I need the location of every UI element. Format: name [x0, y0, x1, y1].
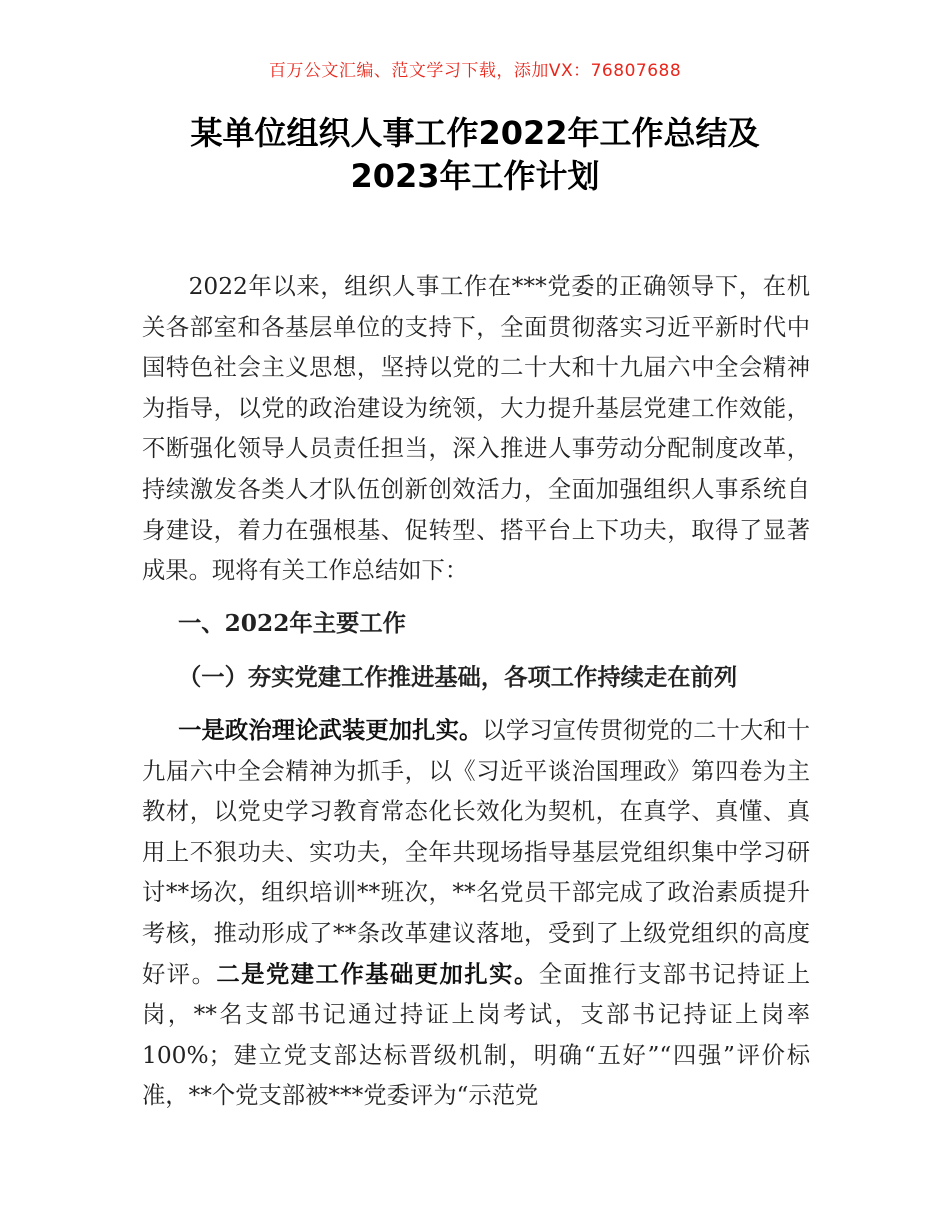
point-two-lead: 二是党建工作基础更加扎实。	[216, 960, 539, 988]
subsection-heading: （一）夯实党建工作推进基础，各项工作持续走在前列	[178, 664, 738, 691]
point-one-lead: 一是政治理论武装更加扎实。	[178, 717, 483, 744]
point-one-text: 以学习宣传贯彻党的二十大和十九届六中全会精神为抓手，以《习近平谈治国理政》第四卷为主教材，以党史学习教育常态化长效化为契机，在真学、真懂、真用上不狠功夫、实功夫，全年共现场指导基层党组织集中学习研讨**场次，组织培训**班次，**名党员干部完成了政治素质提升考核，推动形成了**条改革建议落地，受到了上级党组织的高度好评。	[142, 717, 810, 988]
title-line-2: 2023年工作计划	[350, 157, 600, 195]
title-line-1: 某单位组织人事工作2022年工作总结及	[190, 114, 760, 152]
document-title	[0, 112, 950, 198]
work-detail-paragraph	[142, 711, 810, 1117]
section-heading: 一、2022年主要工作	[178, 610, 406, 637]
point-two-text: 全面推行支部书记持证上岗，**名支部书记通过持证上岗考试，支部书记持证上岗率100%；建立党支部达标晋级机制，明确“五好”“四强”评价标准，**个党支部被***党委评为“示范党	[142, 960, 811, 1110]
intro-paragraph: 2022年以来，组织人事工作在***党委的正确领导下，在机关各部室和各基层单位的支持下，全面贯彻落实习近平新时代中国特色社会主义思想，坚持以党的二十大和十九届六中全会精神为指导，以党的政治建设为统领，大力提升基层党建工作效能，不断强化领导人员责任担当，深入推进人事劳动分配制度改革，持续激发各类人才队伍创新创效活力，全面加强组织人事系统自身建设，着力在强根基、促转型、搭平台上下功夫，取得了显著成果。现将有关工作总结如下：	[142, 273, 810, 585]
watermark-banner: 百万公文汇编、范文学习下载，添加VX：76807688	[268, 61, 682, 81]
